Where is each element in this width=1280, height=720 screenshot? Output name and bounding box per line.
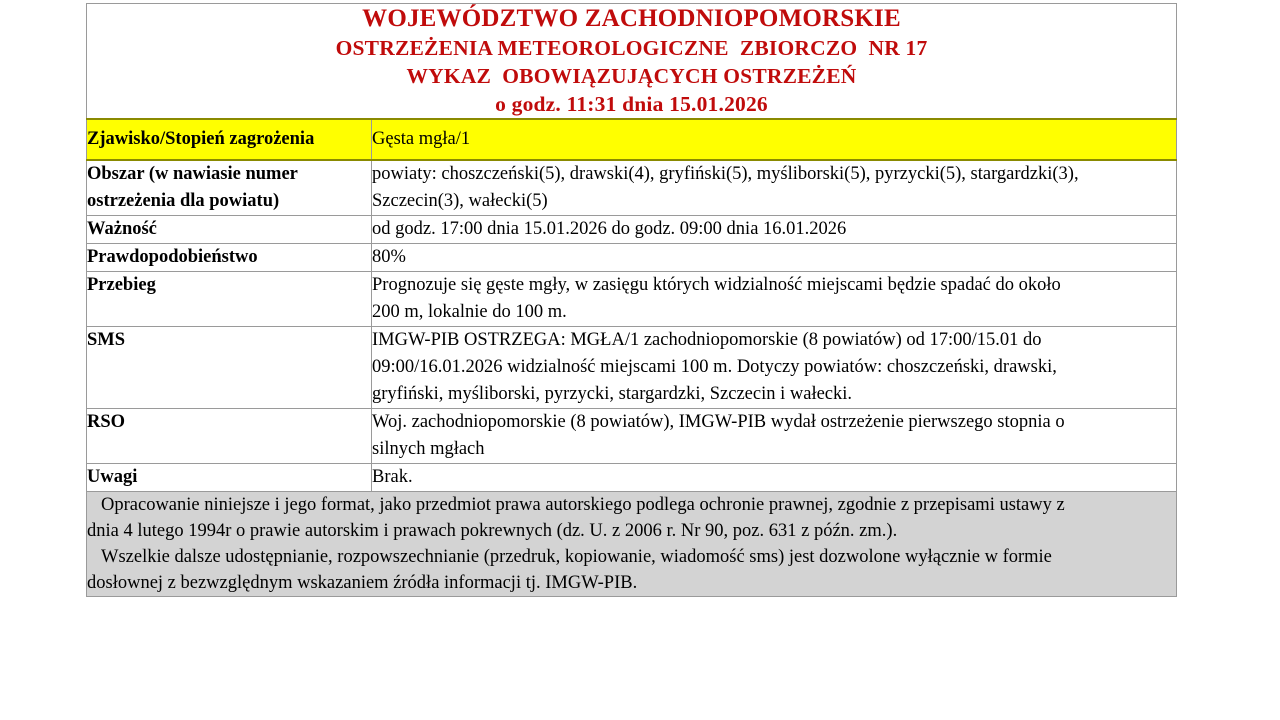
row-rso	[87, 409, 1177, 464]
value-rso-line-2: silnych mgłach	[372, 439, 485, 459]
value-sms-line-1: IMGW-PIB OSTRZEGA: MGŁA/1 zachodniopomorskie (8 powiatów) od 17:00/15.01 do	[372, 330, 1042, 350]
value-course	[372, 272, 1177, 327]
label-area-line-1: Obszar (w nawiasie numer	[87, 164, 298, 184]
label-probability: Prawdopodobieństwo	[87, 244, 372, 272]
value-area-line-1: powiaty: choszczeński(5), drawski(4), gryfiński(5), myśliborski(5), pyrzycki(5), stargardzki(3),	[372, 164, 1079, 184]
label-phenomenon: Zjawisko/Stopień zagrożenia	[87, 119, 372, 160]
row-course	[87, 272, 1177, 327]
value-rso-line-1: Woj. zachodniopomorskie (8 powiatów), IMGW-PIB wydał ostrzeżenie pierwszego stopnia o	[372, 412, 1065, 432]
footer-paragraph-1-line-1: Opracowanie niniejsze i jego format, jako przedmiot prawa autorskiego podlega ochronie prawnej, zgodnie z przepisami ustawy z	[101, 495, 1065, 515]
value-area	[372, 160, 1177, 216]
title-timestamp: o godz. 11:31 dnia 15.01.2026	[495, 92, 768, 116]
label-validity: Ważność	[87, 216, 372, 244]
label-sms: SMS	[87, 327, 372, 409]
row-probability	[87, 244, 1177, 272]
value-phenomenon: Gęsta mgła/1	[372, 119, 1177, 160]
document-title	[87, 4, 1177, 120]
row-validity	[87, 216, 1177, 244]
label-area-line-2: ostrzeżenia dla powiatu)	[87, 191, 280, 211]
value-sms-line-3: gryfiński, myśliborski, pyrzycki, stargardzki, Szczecin i wałecki.	[372, 384, 853, 404]
label-remarks: Uwagi	[87, 464, 372, 492]
title-row	[87, 4, 1177, 120]
value-area-line-2: Szczecin(3), wałecki(5)	[372, 191, 548, 211]
label-course: Przebieg	[87, 272, 372, 327]
title-line-3: WYKAZ OBOWIĄZUJĄCYCH OSTRZEŻEŃ	[406, 64, 857, 88]
footer-paragraph-1-line-2: dnia 4 lutego 1994r o prawie autorskim i prawach pokrewnych (dz. U. z 2006 r. Nr 90, poz. 631 z późn. zm.).	[87, 521, 898, 541]
row-remarks	[87, 464, 1177, 492]
footer-paragraph-2-line-1: Wszelkie dalsze udostępnianie, rozpowszechnianie (przedruk, kopiowanie, wiadomość sms) jest dozwolone wyłącznie w formie	[101, 547, 1052, 567]
value-course-line-2: 200 m, lokalnie do 100 m.	[372, 302, 567, 322]
row-phenomenon	[87, 119, 1177, 160]
value-course-line-1: Prognozuje się gęste mgły, w zasięgu których widzialność miejscami będzie spadać do około	[372, 275, 1061, 295]
footer-paragraph-2-line-2: dosłownej z bezwzględnym wskazaniem źródła informacji tj. IMGW-PIB.	[87, 573, 638, 593]
title-line-1: WOJEWÓDZTWO ZACHODNIOPOMORSKIE	[362, 5, 901, 32]
title-line-2: OSTRZEŻENIA METEOROLOGICZNE ZBIORCZO NR 17	[335, 36, 928, 60]
value-probability: 80%	[372, 244, 1177, 272]
value-remarks: Brak.	[372, 464, 1177, 492]
meteorological-warning-table	[86, 3, 1177, 597]
row-area	[87, 160, 1177, 216]
row-footer-note	[87, 492, 1177, 597]
label-area	[87, 160, 372, 216]
value-validity: od godz. 17:00 dnia 15.01.2026 do godz. 09:00 dnia 16.01.2026	[372, 216, 1177, 244]
value-sms-line-2: 09:00/16.01.2026 widzialność miejscami 100 m. Dotyczy powiatów: choszczeński, drawski,	[372, 357, 1057, 377]
value-sms	[372, 327, 1177, 409]
value-rso	[372, 409, 1177, 464]
copyright-note	[87, 492, 1177, 597]
label-rso: RSO	[87, 409, 372, 464]
row-sms	[87, 327, 1177, 409]
